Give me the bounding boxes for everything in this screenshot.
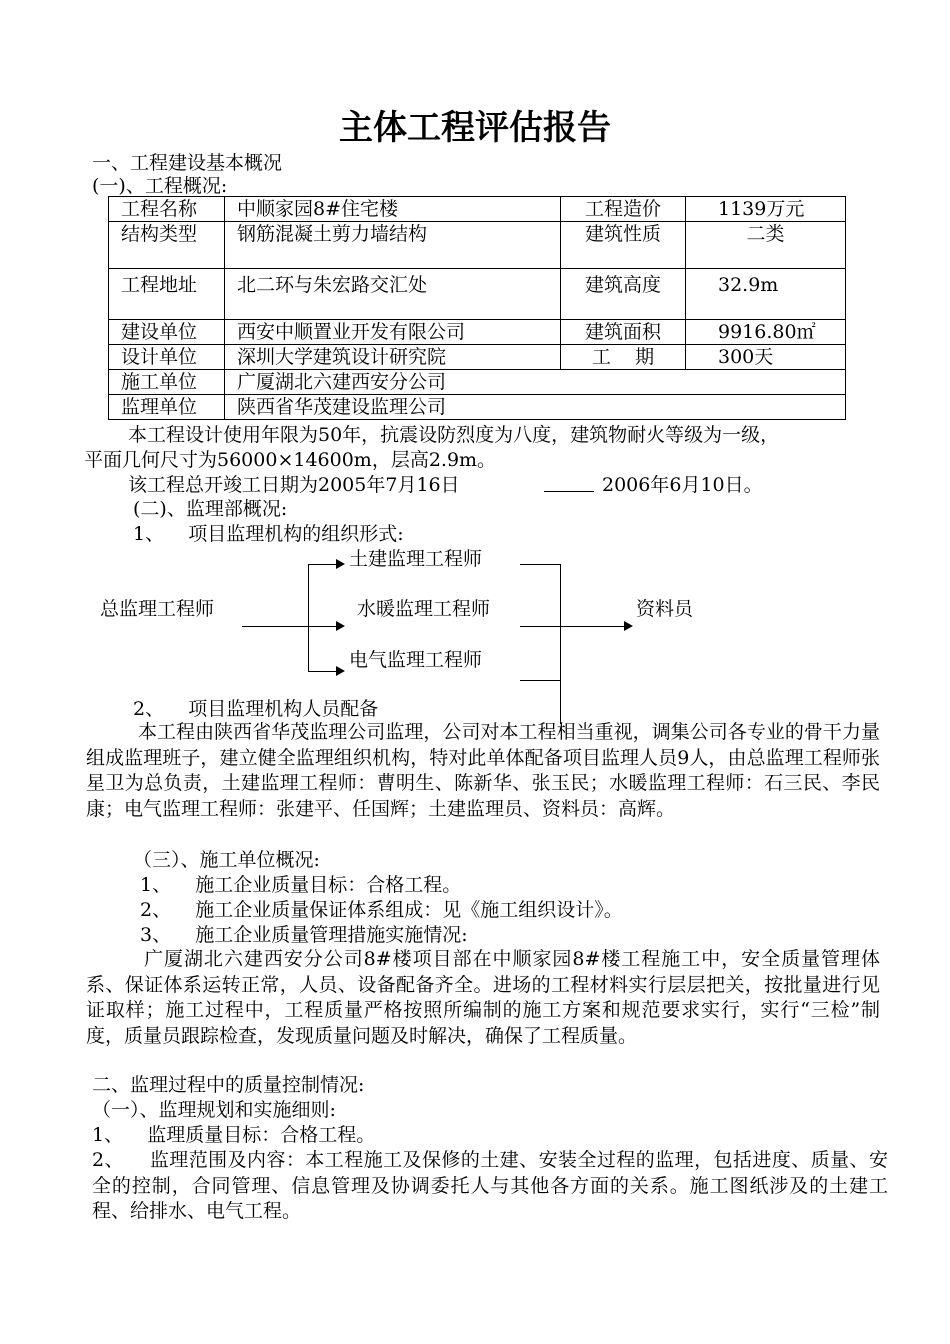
connector-chief — [242, 626, 308, 627]
section1-sub1: (一)、工程概况: — [92, 175, 228, 197]
table-cell: 监理单位 — [109, 395, 225, 420]
table-cell: 工程地址 — [109, 269, 225, 320]
org-records: 资料员 — [636, 598, 694, 620]
contractor-paragraph: 广厦湖北六建西安分公司8#楼项目部在中顺家园8#楼工程施工中，安全质量管理体系、保证体系运转正常，人员、设备配备齐全。进场的工程材料实行层层把关，按批量进行见证取样；施工过程中，工程质量严格按照所编制的施工方案和规范要求实行，实行“三检”制度，质量员跟踪检查，发现质量问题及时解决，确保了工程质量。 — [86, 948, 880, 1047]
table-cell: 陕西省华茂建设监理公司 — [225, 395, 846, 420]
org-civil: 土建监理工程师 — [349, 548, 483, 570]
table-cell: 深圳大学建筑设计研究院 — [225, 345, 561, 370]
table-cell: 设计单位 — [109, 345, 225, 370]
table-cell: 钢筋混凝土剪力墙结构 — [225, 222, 561, 269]
supervision-item-1: 1、 监理质量目标：合格工程。 — [92, 1124, 376, 1146]
contractor-item-1: 1、 施工企业质量目标：合格工程。 — [140, 874, 462, 896]
project-info-table — [108, 196, 846, 420]
table-cell: 工 期 — [561, 345, 686, 370]
table-cell: 9916.80㎡ — [686, 320, 846, 345]
org-chief: 总监理工程师 — [100, 598, 215, 620]
section1-sub2: (二)、监理部概况: — [133, 498, 288, 520]
table-cell: 建设单位 — [109, 320, 225, 345]
org-electric: 电气监理工程师 — [349, 649, 483, 671]
table-row — [109, 197, 846, 222]
org-item: 1、 项目监理机构的组织形式: — [133, 523, 404, 545]
table-row — [109, 370, 846, 395]
connector-left-vertical — [308, 564, 309, 672]
table-cell: 西安中顺置业开发有限公司 — [225, 320, 561, 345]
table-cell: 工程造价 — [561, 197, 686, 222]
connector-civil-out — [520, 564, 560, 565]
table-row — [109, 222, 846, 269]
table-cell: 广厦湖北六建西安分公司 — [225, 370, 846, 395]
table-row — [109, 345, 846, 370]
design-life-line1: 本工程设计使用年限为50年，抗震设防烈度为八度，建筑物耐火等级为一级， — [128, 424, 780, 446]
connector-civil — [308, 564, 339, 565]
table-cell: 建筑性质 — [561, 222, 686, 269]
table-cell: 施工单位 — [109, 370, 225, 395]
staff-paragraph: 本工程由陕西省华茂监理公司监理，公司对本工程相当重视，调集公司各专业的骨干力量组成监理班子，建立健全监理组织机构，特对此单体配备项目监理人员9人，由总监理工程师张星卫为总负责，土建监理工程师：曹明生、陈新华、张玉民；水暖监理工程师：石三民、李民康；电气监理工程师：张建平、任国辉；土建监理员、资料员：高辉。 — [86, 721, 880, 820]
arrow-right-icon — [336, 666, 345, 676]
table-row — [109, 395, 846, 420]
org-hvac: 水暖监理工程师 — [357, 598, 491, 620]
table-cell: 300天 — [686, 345, 846, 370]
staff-item: 2、 项目监理机构人员配备 — [133, 698, 379, 720]
section2-heading: 二、监理过程中的质量控制情况: — [92, 1074, 365, 1096]
schedule-end: 2006年6月10日。 — [602, 474, 763, 496]
table-cell: 1139万元 — [686, 197, 846, 222]
table-cell: 工程名称 — [109, 197, 225, 222]
table-cell: 北二环与朱宏路交汇处 — [225, 269, 561, 320]
table-cell: 二类 — [686, 222, 846, 269]
page-title: 主体工程评估报告 — [339, 108, 611, 148]
connector-hvac — [308, 626, 339, 627]
section1-sub3: （三）、施工单位概况: — [133, 849, 320, 871]
section2-sub1: （一）、监理规划和实施细则: — [92, 1099, 336, 1121]
table-row — [109, 320, 846, 345]
arrow-right-icon — [624, 621, 633, 631]
date-dash — [544, 491, 594, 492]
connector-records — [560, 626, 626, 627]
table-cell: 中顺家园8#住宅楼 — [225, 197, 561, 222]
supervision-item-2: 2、 监理范围及内容：本工程施工及保修的土建、安装全过程的监理，包括进度、质量、安全的控制，合同管理、信息管理及协调委托人与其他各方面的关系。施工图纸涉及的土建工程、给排水、电气工程。 — [92, 1149, 888, 1222]
connector-hvac-out — [520, 626, 560, 627]
arrow-right-icon — [336, 559, 345, 569]
arrow-right-icon — [336, 621, 345, 631]
table-cell: 结构类型 — [109, 222, 225, 269]
section1-heading: 一、工程建设基本概况 — [92, 152, 283, 174]
design-life-line2: 平面几何尺寸为56000×14600m，层高2.9m。 — [84, 449, 497, 471]
connector-electric — [308, 671, 339, 672]
contractor-item-3: 3、 施工企业质量管理措施实施情况: — [140, 924, 468, 946]
table-row — [109, 269, 846, 320]
schedule-start: 该工程总开竣工日期为2005年7月16日 — [128, 474, 460, 496]
table-cell: 建筑高度 — [561, 269, 686, 320]
connector-electric-out — [520, 680, 560, 681]
table-cell: 32.9m — [686, 269, 846, 320]
connector-right-vertical — [560, 564, 561, 724]
table-cell: 建筑面积 — [561, 320, 686, 345]
contractor-item-2: 2、 施工企业质量保证体系组成：见《施工组织设计》。 — [140, 899, 623, 921]
